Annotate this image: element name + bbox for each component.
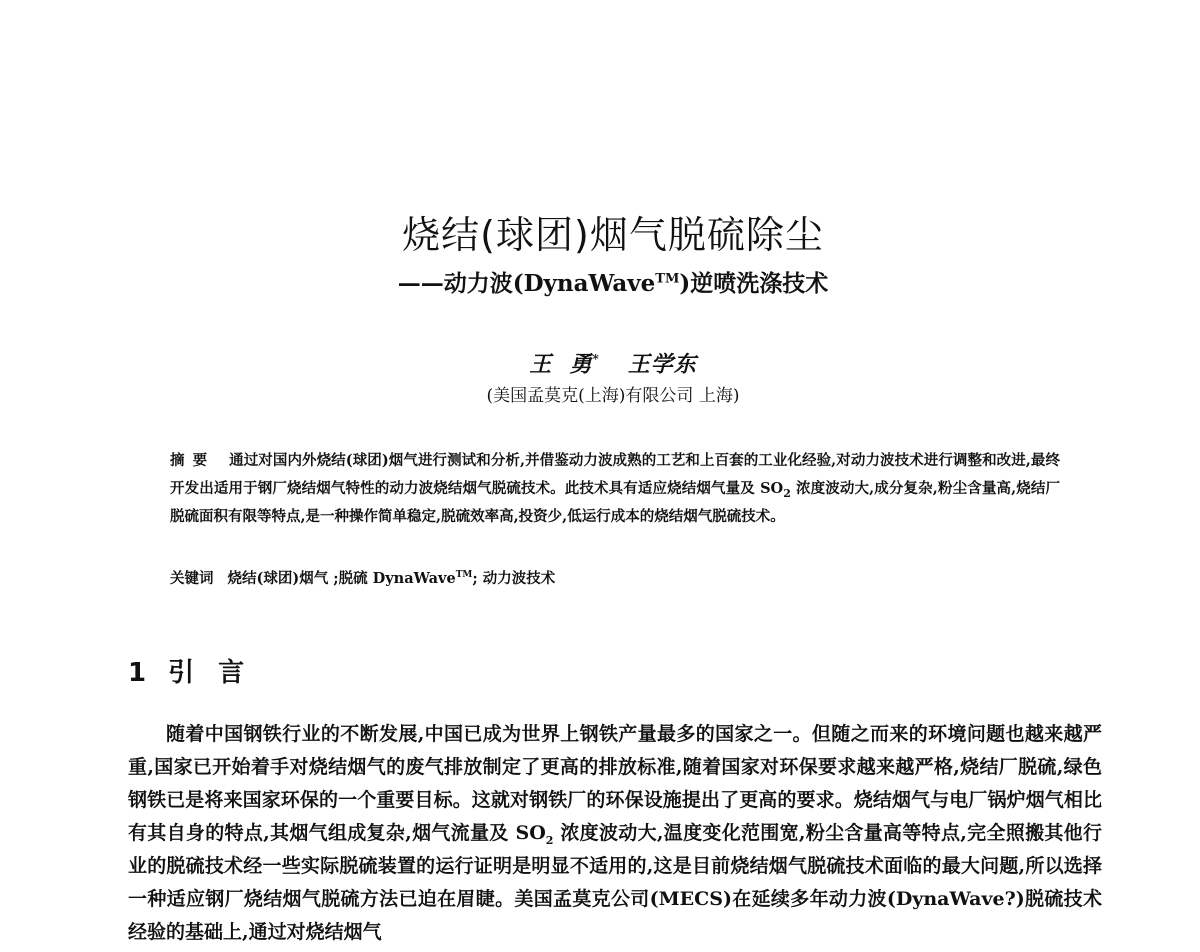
subtitle-prefix: ——动力波(DynaWave <box>397 270 656 297</box>
section-number: 1 <box>128 658 147 688</box>
keywords-label: 关键词 <box>170 570 214 587</box>
authors-line <box>0 344 1200 379</box>
section-heading-introduction <box>128 656 268 690</box>
body-text-part1: 随着中国钢铁行业的不断发展,中国已成为世界上钢铁产量最多的国家之一。但随之而来的环境问题也越来越严重,国家已开始着手对烧结烟气的废气排放制定了更高的排放标准,随着国家对环保要求越来越严格,烧结厂脱硫,绿色钢铁已是将来国家环保的一个重要目标。这就对钢铁厂的环保设施提出了更高的要求。烧结烟气与电厂锅炉烟气相比有其自身的特点,其烟气组成复杂,烟气流量及 SO <box>128 723 1102 844</box>
abstract-text-part2: 浓度波动大,成分复杂,粉尘含量高,烧结厂脱硫面积有限等特点,是一种操作简单稳定,脱硫效率高,投资少,低运行成本的烧结烟气脱硫技术。 <box>170 480 1060 525</box>
body-text-part2: 浓度波动大,温度变化范围宽,粉尘含量高等特点,完全照搬其他行业的脱硫技术经一些实际脱硫装置的运行证明是明显不适用的,这是目前烧结烟气脱硫技术面临的最大问题,所以选择一种适应钢厂烧结烟气脱硫方法已迫在眉睫。美国孟莫克公司(MECS)在延续多年动力波(DynaWave?)脱硫技术经验的基础上,通过对烧结烟气 <box>128 822 1102 943</box>
abstract-label: 摘要 <box>170 452 216 469</box>
keywords-trademark: TM <box>455 570 473 581</box>
body-subscript: 2 <box>545 833 554 847</box>
subtitle-suffix: )逆喷洗涤技术 <box>679 270 829 297</box>
paper-title: 烧结(球团)烟气脱硫除尘 <box>402 213 824 257</box>
introduction-paragraph <box>128 718 1102 949</box>
section-title-char-1: 引 <box>168 658 195 688</box>
subtitle-trademark: TM <box>655 271 680 287</box>
author-1-footnote-mark: * <box>592 352 600 366</box>
abstract-text-part1: 通过对国内外烧结(球团)烟气进行测试和分析,并借鉴动力波成熟的工艺和上百套的工业化经验,对动力波技术进行调整和改进,最终开发出适用于钢厂烧结烟气特性的动力波烧结烟气脱硫技术。此技术具有适应烧结烟气量及 SO <box>170 452 1060 497</box>
keywords-text-part2: ; 动力波技术 <box>472 570 556 587</box>
abstract-subscript: 2 <box>783 486 791 500</box>
keywords <box>170 565 1060 593</box>
paper-subtitle <box>0 268 1200 300</box>
affiliation: (美国孟莫克(上海)有限公司 上海) <box>486 386 740 406</box>
section-title-char-2: 言 <box>218 658 245 688</box>
keywords-text-part1: 烧结(球团)烟气 ;脱硫 DynaWave <box>227 570 456 587</box>
abstract <box>170 447 1060 531</box>
author-1: 王 勇 <box>529 351 593 378</box>
author-2: 王学东 <box>627 351 697 378</box>
